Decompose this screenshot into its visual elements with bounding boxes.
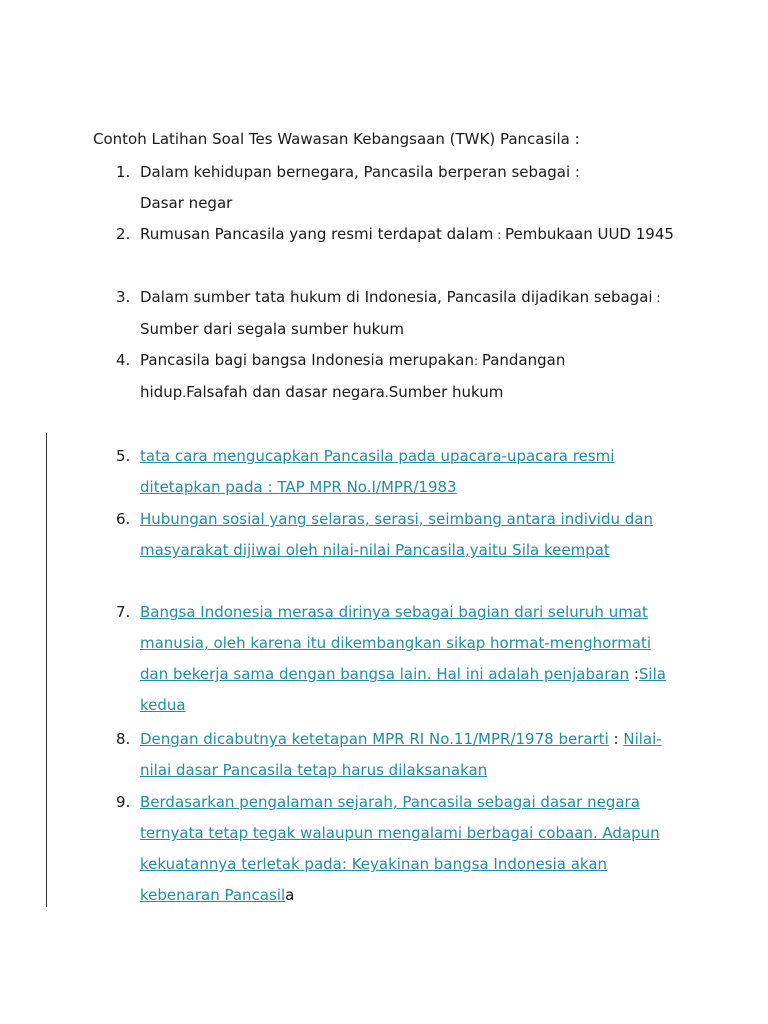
list-item-9: [116, 787, 676, 911]
item-answer-tail: a: [285, 886, 295, 904]
item-answer-link[interactable]: Sila kedua: [140, 665, 666, 714]
item-question: Dalam kehidupan bernegara, Pancasila berperan sebagai :: [140, 163, 580, 181]
item-question-link[interactable]: Berdasarkan pengalaman sejarah, Pancasila sebagai dasar negara ternyata tetap tegak walaupun mengalami berbagai cobaan. Adapun kekuatannya terletak pada:: [140, 793, 660, 873]
item-answer-c: Sumber hukum: [388, 383, 504, 401]
item-number: 3.: [116, 288, 131, 306]
list-item-6: [116, 504, 676, 566]
list-item-7: [116, 597, 676, 721]
item-answer-link[interactable]: Keyakinan bangsa Indonesia akan kebenaran Pancasil: [140, 855, 608, 904]
list-item-5: [116, 441, 676, 503]
list-item-8: [116, 724, 676, 786]
item-question-link[interactable]: Dengan dicabutnya ketetapan MPR RI No.11/MPR/1978 berarti: [140, 730, 609, 748]
item-answer: Dasar negar: [140, 194, 233, 212]
item-number: 7.: [116, 603, 131, 621]
item-separator: :: [629, 665, 639, 683]
item-number: 9.: [116, 793, 131, 811]
list-item-4: [116, 345, 676, 409]
list-item-1: [116, 157, 676, 219]
item-question: Dalam sumber tata hukum di Indonesia, Pancasila dijadikan sebagai: [140, 288, 653, 306]
item-dot: .: [384, 386, 389, 400]
item-question: Rumusan Pancasila yang resmi terdapat dalam: [140, 225, 494, 243]
list-item-3: [116, 282, 676, 345]
item-answer: Pembukaan UUD 1945: [505, 225, 674, 243]
item-answer-a: Pandangan hidup: [140, 351, 566, 401]
list-item-2: [116, 219, 676, 251]
item-number: 8.: [116, 730, 131, 748]
item-answer-link[interactable]: TAP MPR No.I/MPR/1983: [277, 478, 457, 496]
item-number: 2.: [116, 225, 131, 243]
item-answer: Sumber dari segala sumber hukum: [140, 320, 405, 338]
item-question: Pancasila bagi bangsa Indonesia merupakan: [140, 351, 474, 369]
item-separator: :: [608, 730, 624, 748]
item-number: 5.: [116, 447, 131, 465]
item-answer-link[interactable]: Nilai-nilai dasar Pancasila tetap harus dilaksanakan: [140, 730, 662, 779]
item-dot: .: [182, 386, 187, 400]
item-number: 4.: [116, 351, 131, 369]
item-separator: :: [652, 291, 661, 305]
revision-bar: [46, 433, 47, 907]
document-title: Contoh Latihan Soal Tes Wawasan Kebangsaan (TWK) Pancasila :: [93, 130, 580, 148]
item-separator: :: [473, 354, 482, 368]
item-number: 6.: [116, 510, 131, 528]
item-number: 1.: [116, 163, 131, 181]
item-separator: :: [493, 228, 506, 242]
item-question-link[interactable]: Bangsa Indonesia merasa dirinya sebagai bagian dari seluruh umat manusia, oleh karena itu dikembangkan sikap hormat-menghormati dan bekerja sama dengan bangsa lain. Hal ini adalah penjabaran: [140, 603, 652, 683]
item-question-link[interactable]: tata cara mengucapkan Pancasila pada upacara-upacara resmi ditetapkan pada :: [140, 447, 615, 496]
item-answer-b: Falsafah dan dasar negara: [186, 383, 385, 401]
item-question-link[interactable]: Hubungan sosial yang selaras, serasi, seimbang antara individu dan masyarakat dijiwai oleh nilai-nilai Pancasila,yaitu Sila keempat: [140, 510, 653, 559]
